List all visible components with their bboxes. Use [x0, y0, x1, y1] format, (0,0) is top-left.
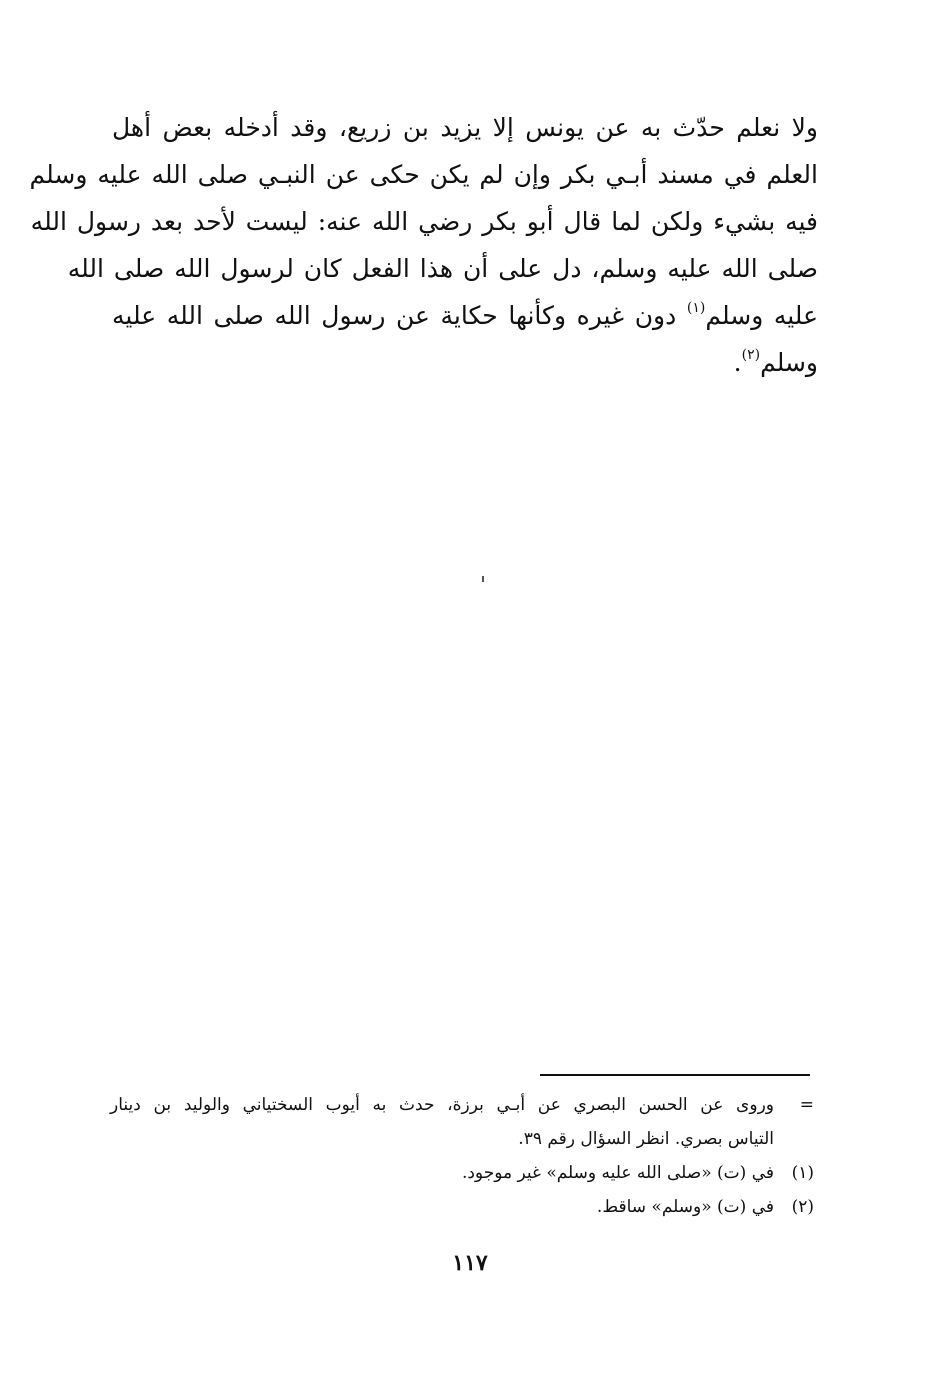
continuation-line-1: وروى عن الحسن البصري عن أبـي برزة، حدث به أيوب السختياني والوليد بن دينار	[110, 1095, 774, 1115]
continuation-line-2: التياس بصري. انظر السؤال رقم ٣٩.	[518, 1129, 774, 1149]
footnotes-block	[110, 1088, 814, 1224]
body-line-5-start: عليه وسلم	[705, 301, 818, 330]
body-line-6	[112, 339, 818, 386]
scan-speck	[482, 576, 484, 582]
footnote-ref-2[interactable]: (٢)	[741, 347, 761, 363]
body-line-5-rest: دون غيره وكأنها حكاية عن رسول الله صلى الله عليه	[112, 301, 687, 330]
body-line-6-start: وسلم	[760, 348, 818, 377]
body-line-4: صلى الله عليه وسلم، دل على أن هذا الفعل كان لرسول الله صلى الله	[67, 254, 818, 283]
page-number: ١١٧	[452, 1250, 488, 1276]
footnote-2	[110, 1190, 814, 1224]
body-line-1: ولا نعلم حدّث به عن يونس إلا يزيد بن زريع، وقد أدخله بعض أهل	[112, 113, 818, 142]
footnote-1-marker: (١)	[791, 1163, 814, 1183]
footnote-1-text: في (ت) «صلى الله عليه وسلم» غير موجود.	[461, 1163, 774, 1183]
main-text-block	[29, 104, 818, 386]
footnote-ref-1[interactable]: (١)	[686, 300, 706, 316]
body-line-6-end: .	[733, 348, 742, 377]
footnote-2-text: في (ت) «وسلم» ساقط.	[596, 1197, 774, 1217]
body-line-5	[112, 292, 818, 339]
footnote-continuation	[110, 1088, 814, 1122]
footnote-1	[110, 1156, 814, 1190]
footnote-separator	[540, 1074, 810, 1076]
body-line-2: العلم في مسند أبـي بكر وإن لم يكن حكى عن النبـي صلى الله عليه وسلم	[29, 160, 818, 189]
continuation-marker: =	[799, 1095, 814, 1115]
body-line-3: فيه بشيء ولكن لما قال أبو بكر رضي الله عنه: ليست لأحد بعد رسول الله	[30, 207, 818, 236]
footnote-2-marker: (٢)	[791, 1197, 814, 1217]
